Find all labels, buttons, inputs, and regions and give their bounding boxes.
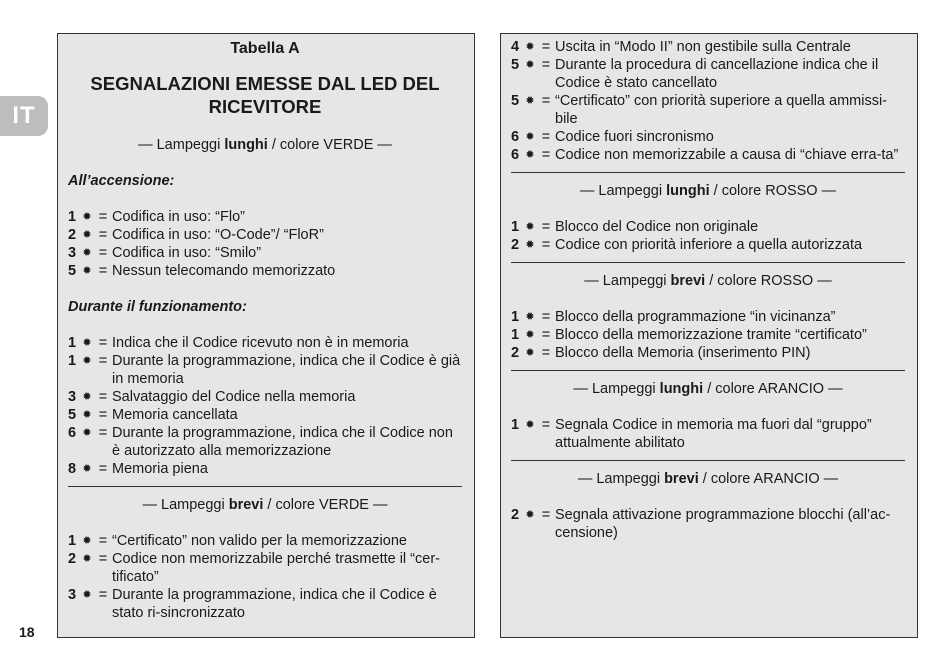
equals-sign: = [98, 407, 108, 423]
led-blink-icon: ✹ [525, 59, 535, 71]
signal-description: Nessun telecomando memorizzato [112, 263, 336, 279]
signal-description: Durante la programmazione, indica che il Codice è stato ri-sincronizzato [112, 587, 437, 621]
blink-count: 2 [511, 507, 520, 523]
equals-sign: = [98, 461, 108, 477]
signal-description: Codice non memorizzabile perché trasmette il “cer-tificato” [112, 551, 440, 585]
blink-count: 1 [68, 335, 77, 351]
list-item [511, 92, 905, 128]
table-title: Tabella A [230, 40, 300, 57]
equals-sign: = [541, 57, 551, 73]
rows-operation [68, 334, 462, 478]
equals-sign: = [98, 263, 108, 279]
blink-count: 5 [511, 57, 520, 73]
led-blink-icon: ✹ [82, 553, 92, 565]
equals-sign: = [98, 587, 108, 603]
signal-description: Codifica in uso: “Smilo” [112, 245, 262, 261]
rows-long-orange [511, 416, 905, 452]
led-blink-icon: ✹ [82, 409, 92, 421]
list-item [68, 550, 462, 586]
signal-description: Codice con priorità inferiore a quella autorizzata [555, 237, 863, 253]
led-blink-icon: ✹ [82, 463, 92, 475]
list-item [511, 218, 905, 236]
section-long-red: — Lampeggi lunghi / colore ROSSO — [579, 183, 837, 199]
list-item [511, 308, 905, 326]
rows-power-on [68, 208, 462, 280]
led-blink-icon: ✹ [82, 355, 92, 367]
subheading-power-on: All’accensione: [68, 173, 175, 189]
signal-description: Blocco della Memoria (inserimento PIN) [555, 345, 811, 361]
rows-short-red [511, 308, 905, 362]
led-blink-icon: ✹ [525, 329, 535, 341]
section-short-orange: — Lampeggi brevi / colore ARANCIO — [577, 471, 839, 487]
blink-count: 2 [68, 551, 77, 567]
led-blink-icon: ✹ [525, 221, 535, 233]
divider [511, 460, 905, 461]
blink-count: 5 [68, 263, 77, 279]
signal-description: Durante la programmazione, indica che il Codice non è autorizzato alla memorizzazione [112, 425, 453, 459]
led-blink-icon: ✹ [525, 95, 535, 107]
equals-sign: = [541, 237, 551, 253]
blink-count: 6 [511, 147, 520, 163]
led-blink-icon: ✹ [525, 149, 535, 161]
rows-short-green [68, 532, 462, 622]
list-item [68, 586, 462, 622]
divider [68, 486, 462, 487]
list-item [68, 424, 462, 460]
list-item [68, 334, 462, 352]
equals-sign: = [541, 129, 551, 145]
blink-count: 1 [68, 209, 77, 225]
list-item [511, 344, 905, 362]
blink-count: 1 [511, 219, 520, 235]
blink-count: 6 [511, 129, 520, 145]
signal-description: Blocco della memorizzazione tramite “certificato” [555, 327, 867, 343]
equals-sign: = [541, 345, 551, 361]
blink-count: 2 [511, 237, 520, 253]
equals-sign: = [98, 425, 108, 441]
led-blink-icon: ✹ [82, 337, 92, 349]
list-item [511, 416, 905, 452]
signal-description: Codice non memorizzabile a causa di “chiave erra-ta” [555, 147, 899, 163]
list-item [511, 56, 905, 92]
signal-description: Memoria piena [112, 461, 208, 477]
signal-description: Segnala Codice in memoria ma fuori dal “gruppo” attualmente abilitato [555, 417, 872, 451]
subheading-operation: Durante il funzionamento: [68, 299, 247, 315]
table-panel-right [500, 33, 918, 638]
led-blink-icon: ✹ [82, 229, 92, 241]
rows-short-orange [511, 506, 905, 542]
signal-description: Codifica in uso: “O-Code”/ “FloR” [112, 227, 324, 243]
list-item [68, 226, 462, 244]
led-blink-icon: ✹ [82, 535, 92, 547]
blink-count: 6 [68, 425, 77, 441]
signal-description: Durante la programmazione, indica che il Codice è già in memoria [112, 353, 461, 387]
blink-count: 1 [68, 533, 77, 549]
signal-description: Durante la procedura di cancellazione indica che il Codice è stato cancellato [555, 57, 879, 91]
equals-sign: = [98, 335, 108, 351]
equals-sign: = [98, 533, 108, 549]
blink-count: 1 [511, 309, 520, 325]
section-long-orange: — Lampeggi lunghi / colore ARANCIO — [573, 381, 843, 397]
signal-description: Segnala attivazione programmazione blocchi (all’ac-censione) [555, 507, 891, 541]
list-item [511, 236, 905, 254]
section-long-green: — Lampeggi lunghi / colore VERDE — [138, 137, 392, 153]
equals-sign: = [541, 327, 551, 343]
led-blink-icon: ✹ [82, 211, 92, 223]
equals-sign: = [98, 353, 108, 369]
blink-count: 2 [68, 227, 77, 243]
list-item [68, 244, 462, 262]
equals-sign: = [98, 209, 108, 225]
led-blink-icon: ✹ [525, 41, 535, 53]
equals-sign: = [541, 507, 551, 523]
blink-count: 4 [511, 39, 520, 55]
equals-sign: = [98, 551, 108, 567]
blink-count: 1 [511, 417, 520, 433]
signal-description: Memoria cancellata [112, 407, 238, 423]
list-item [511, 506, 905, 542]
table-panel-left [57, 33, 475, 638]
list-item [68, 532, 462, 550]
list-item [68, 460, 462, 478]
led-blink-icon: ✹ [82, 427, 92, 439]
equals-sign: = [541, 93, 551, 109]
led-blink-icon: ✹ [525, 419, 535, 431]
blink-count: 3 [68, 389, 77, 405]
signal-description: Blocco del Codice non originale [555, 219, 759, 235]
divider [511, 262, 905, 263]
signal-description: Codifica in uso: “Flo” [112, 209, 245, 225]
blink-count: 3 [68, 245, 77, 261]
equals-sign: = [541, 417, 551, 433]
led-blink-icon: ✹ [525, 311, 535, 323]
blink-count: 1 [68, 353, 77, 369]
equals-sign: = [541, 147, 551, 163]
section-short-red: — Lampeggi brevi / colore ROSSO — [584, 273, 832, 289]
list-item [511, 146, 905, 164]
led-blink-icon: ✹ [82, 589, 92, 601]
equals-sign: = [98, 245, 108, 261]
list-item [511, 38, 905, 56]
page-number: 18 [19, 624, 35, 640]
signal-description: Codice fuori sincronismo [555, 129, 714, 145]
signal-description: “Certificato” con priorità superiore a quella ammissi-bile [555, 93, 888, 127]
blink-count: 5 [511, 93, 520, 109]
signal-description: Blocco della programmazione “in vicinanza” [555, 309, 836, 325]
list-item [511, 326, 905, 344]
divider [511, 370, 905, 371]
equals-sign: = [541, 219, 551, 235]
equals-sign: = [98, 389, 108, 405]
equals-sign: = [98, 227, 108, 243]
list-item [68, 406, 462, 424]
equals-sign: = [541, 39, 551, 55]
list-item [68, 208, 462, 226]
led-blink-icon: ✹ [525, 131, 535, 143]
blink-count: 2 [511, 345, 520, 361]
language-tab: IT [0, 96, 48, 136]
led-blink-icon: ✹ [525, 347, 535, 359]
blink-count: 1 [511, 327, 520, 343]
led-blink-icon: ✹ [82, 247, 92, 259]
rows-long-red [511, 218, 905, 254]
divider [511, 172, 905, 173]
led-blink-icon: ✹ [525, 239, 535, 251]
signal-description: “Certificato” non valido per la memorizzazione [112, 533, 407, 549]
list-item [68, 388, 462, 406]
led-blink-icon: ✹ [525, 509, 535, 521]
section-short-green: — Lampeggi brevi / colore VERDE — [142, 497, 388, 513]
led-blink-icon: ✹ [82, 391, 92, 403]
signal-description: Salvataggio del Codice nella memoria [112, 389, 356, 405]
table-heading: SEGNALAZIONI EMESSE DAL LED DEL RICEVITORE [90, 73, 440, 117]
led-blink-icon: ✹ [82, 265, 92, 277]
signal-description: Uscita in “Modo II” non gestibile sulla Centrale [555, 39, 851, 55]
equals-sign: = [541, 309, 551, 325]
list-item [68, 262, 462, 280]
blink-count: 8 [68, 461, 77, 477]
blink-count: 3 [68, 587, 77, 603]
blink-count: 5 [68, 407, 77, 423]
list-item [68, 352, 462, 388]
rows-continued [511, 38, 905, 164]
signal-description: Indica che il Codice ricevuto non è in memoria [112, 335, 409, 351]
list-item [511, 128, 905, 146]
